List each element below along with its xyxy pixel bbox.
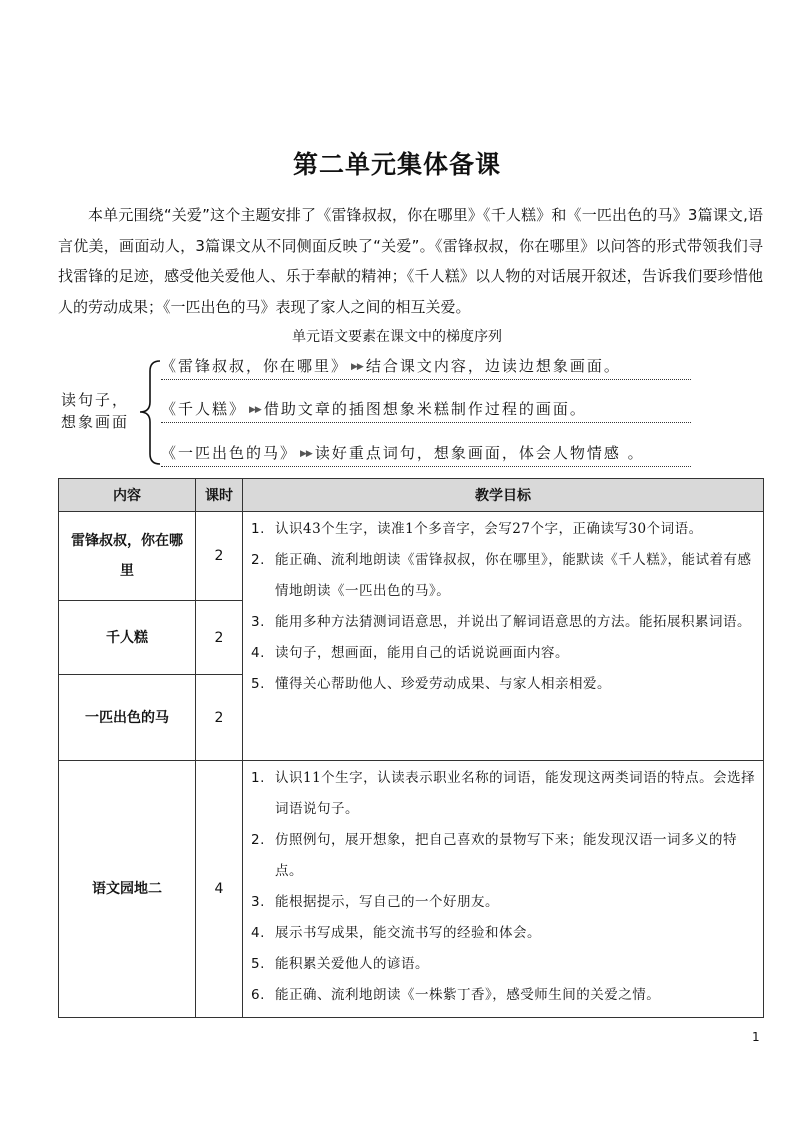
lesson-hours: 2 xyxy=(196,675,243,761)
list-item: 4. 展示书写成果，能交流书写的经验和体会。 xyxy=(251,925,541,941)
brace-icon xyxy=(138,355,162,470)
lesson-name: 语文园地二 xyxy=(59,761,196,1018)
page-title: 第二单元集体备课 xyxy=(292,150,501,179)
list-item: 1. 认识43个生字，读准1个多音字，会写27个字，正确读写30个词语。 xyxy=(251,521,703,537)
branch-lesson: 《一匹出色的马》 xyxy=(161,444,298,462)
diagram-branch-1 xyxy=(161,356,691,380)
lesson-name: 一匹出色的马 xyxy=(59,675,196,761)
page-number: 1 xyxy=(752,1030,760,1044)
list-item: 5. 能积累关爱他人的谚语。 xyxy=(251,956,429,972)
goals-cell xyxy=(243,512,764,761)
arrow-icon: ▶▶ xyxy=(249,405,261,415)
branch-divider xyxy=(161,422,691,423)
diagram-root-label-line2: 想象画面 xyxy=(61,413,130,431)
arrow-icon: ▶▶ xyxy=(300,449,312,459)
header-content: 内容 xyxy=(59,479,196,512)
lesson-hours: 4 xyxy=(196,761,243,1018)
arrow-icon: ▶▶ xyxy=(351,362,363,372)
branch-lesson: 《千人糕》 xyxy=(161,400,247,418)
intro-paragraph: 本单元围绕“关爱”这个主题安排了《雷锋叔叔，你在哪里》《千人糕》和《一匹出色的马》3篇课文,语言优美，画面动人，3篇课文从不同侧面反映了“关爱”。《雷锋叔叔，你在哪里》以问答的形式带领我们寻找雷锋的足迹，感受他关爱他人、乐于奉献的精神；《千人糕》以人物的对话展开叙述，告诉我们要珍惜他人的劳动成果；《一匹出色的马》表现了家人之间的相互关爱。 xyxy=(58,206,763,316)
branch-text: 读好重点词句，想象画面，体会人物情感 。 xyxy=(314,444,645,462)
list-item: 6. 能正确、流利地朗读《一株紫丁香》，感受师生间的关爱之情。 xyxy=(251,987,661,1003)
goals-cell xyxy=(243,761,764,1018)
diagram-branch-3 xyxy=(161,443,691,467)
table-row xyxy=(59,512,764,601)
lesson-hours: 2 xyxy=(196,601,243,675)
list-item: 4. 读句子，想画面，能用自己的话说说画面内容。 xyxy=(251,645,569,661)
list-item: 1. 认识11个生字，认读表示职业名称的词语，能发现这两类词语的特点。会选择词语说句子。 xyxy=(251,770,756,817)
lesson-name: 千人糕 xyxy=(59,601,196,675)
branch-text: 借助文章的插图想象米糕制作过程的画面。 xyxy=(263,400,587,418)
teaching-goals-table xyxy=(58,478,764,1018)
diagram-root-label-line1: 读句子， xyxy=(61,391,130,409)
diagram-branch-2 xyxy=(161,399,691,422)
diagram-title: 单元语文要素在课文中的梯度序列 xyxy=(292,329,502,345)
list-item: 3. 能用多种方法猜测词语意思，并说出了解词语意思的方法。能拓展积累词语。 xyxy=(251,614,751,630)
table-header-row xyxy=(59,479,764,512)
list-item: 3. 能根据提示，写自己的一个好朋友。 xyxy=(251,894,499,910)
list-item: 5. 懂得关心帮助他人、珍爱劳动成果、与家人相亲相爱。 xyxy=(251,676,611,692)
goal-list xyxy=(249,514,757,700)
branch-text: 结合课文内容，边读边想象画面。 xyxy=(365,357,621,375)
lesson-hours: 2 xyxy=(196,512,243,601)
list-item: 2. 仿照例句，展开想象，把自己喜欢的景物写下来；能发现汉语一词多义的特点。 xyxy=(251,832,737,879)
goal-list xyxy=(249,763,757,1011)
lesson-name: 雷锋叔叔，你在哪里 xyxy=(59,512,196,601)
list-item: 2. 能正确、流利地朗读《雷锋叔叔，你在哪里》，能默读《千人糕》，能试着有感情地朗读《一匹出色的马》。 xyxy=(251,552,752,599)
table-row xyxy=(59,761,764,1018)
header-hours: 课时 xyxy=(196,479,243,512)
diagram-root-label xyxy=(61,389,129,433)
branch-lesson: 《雷锋叔叔，你在哪里》 xyxy=(161,357,349,375)
header-goals: 教学目标 xyxy=(243,479,764,512)
